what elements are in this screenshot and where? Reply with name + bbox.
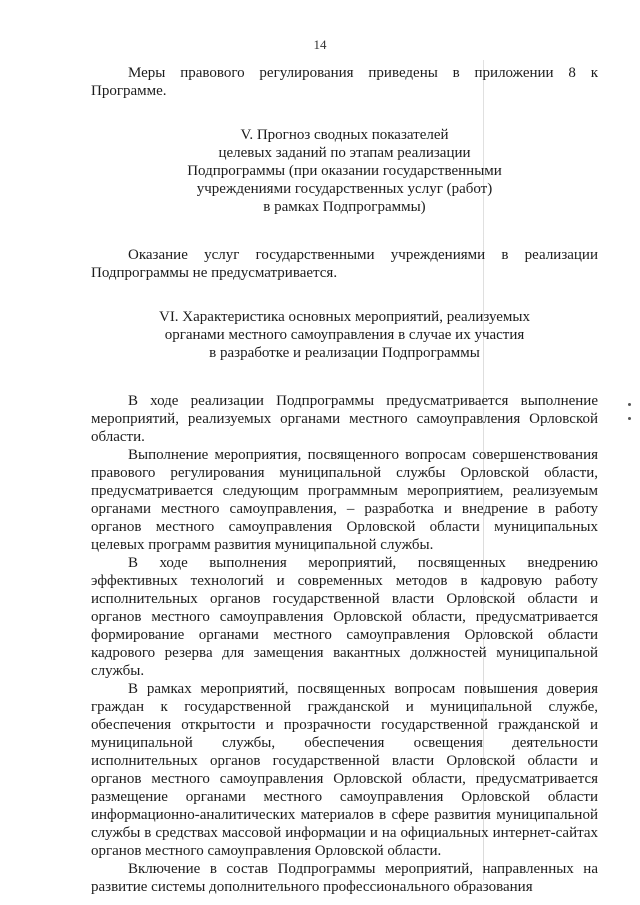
paragraph: В ходе выполнения мероприятий, посвященных внедрению эффективных технологий и современных методов в кадровую работу исполнительных органов государственной власти Орловской области и органов местного самоуправления Орловской области, предусматривается формирование органами местного самоуправления Орловской области кадрового резерва для замещения вакантных должностей муниципальной службы. xyxy=(91,555,598,679)
paragraph: Оказание услуг государственными учреждениями в реализации Подпрограммы не предусматривается. xyxy=(91,247,598,281)
heading-line: учреждениями государственных услуг (работ) xyxy=(196,181,493,197)
heading-line: органами местного самоуправления в случае их участия xyxy=(164,327,525,343)
section-heading-6 xyxy=(91,308,598,362)
heading-line: VI. Характеристика основных мероприятий, реализуемых xyxy=(158,309,530,325)
scan-artifact-dot xyxy=(628,417,631,420)
scan-artifact-dot xyxy=(628,403,631,406)
paragraph: Выполнение мероприятия, посвященного вопросам совершенствования правового регулирования муниципальной службы Орловской области, предусматривается следующим программным мероприятием, реализуемым органами местного самоуправления, – разработка и внедрение в работу органов местного самоуправления Орловской области муниципальных целевых программ развития муниципальной службы. xyxy=(91,447,598,553)
heading-line: V. Прогноз сводных показателей xyxy=(240,127,449,143)
heading-line: Подпрограммы (при оказании государственными xyxy=(187,163,502,179)
heading-line: в рамках Подпрограммы) xyxy=(263,199,426,215)
section-heading-5 xyxy=(91,126,598,216)
document-body xyxy=(91,64,598,896)
paragraph: Включение в состав Подпрограммы мероприятий, направленных на развитие системы дополнительного профессионального образования xyxy=(91,861,598,895)
paragraph: В рамках мероприятий, посвященных вопросам повышения доверия граждан к государственной гражданской и муниципальной службе, обеспечения открытости и прозрачности государственной гражданской и муниципальной службы, обеспечения освещения деятельности исполнительных органов государственной власти Орловской области и органов местного самоуправления Орловской области, предусматривается размещение органами местного самоуправления Орловской области информационно-аналитических материалов в сфере развития муниципальной службы в средствах массовой информации и на официальных интернет-сайтах органов местного самоуправления Орловской области. xyxy=(91,681,598,859)
paragraph: Меры правового регулирования приведены в приложении 8 к Программе. xyxy=(91,65,598,99)
heading-line: в разработке и реализации Подпрограммы xyxy=(209,345,480,361)
heading-line: целевых заданий по этапам реализации xyxy=(218,145,471,161)
paragraph: В ходе реализации Подпрограммы предусматривается выполнение мероприятий, реализуемых органами местного самоуправления Орловской области. xyxy=(91,393,598,445)
page-number: 14 xyxy=(313,37,327,52)
